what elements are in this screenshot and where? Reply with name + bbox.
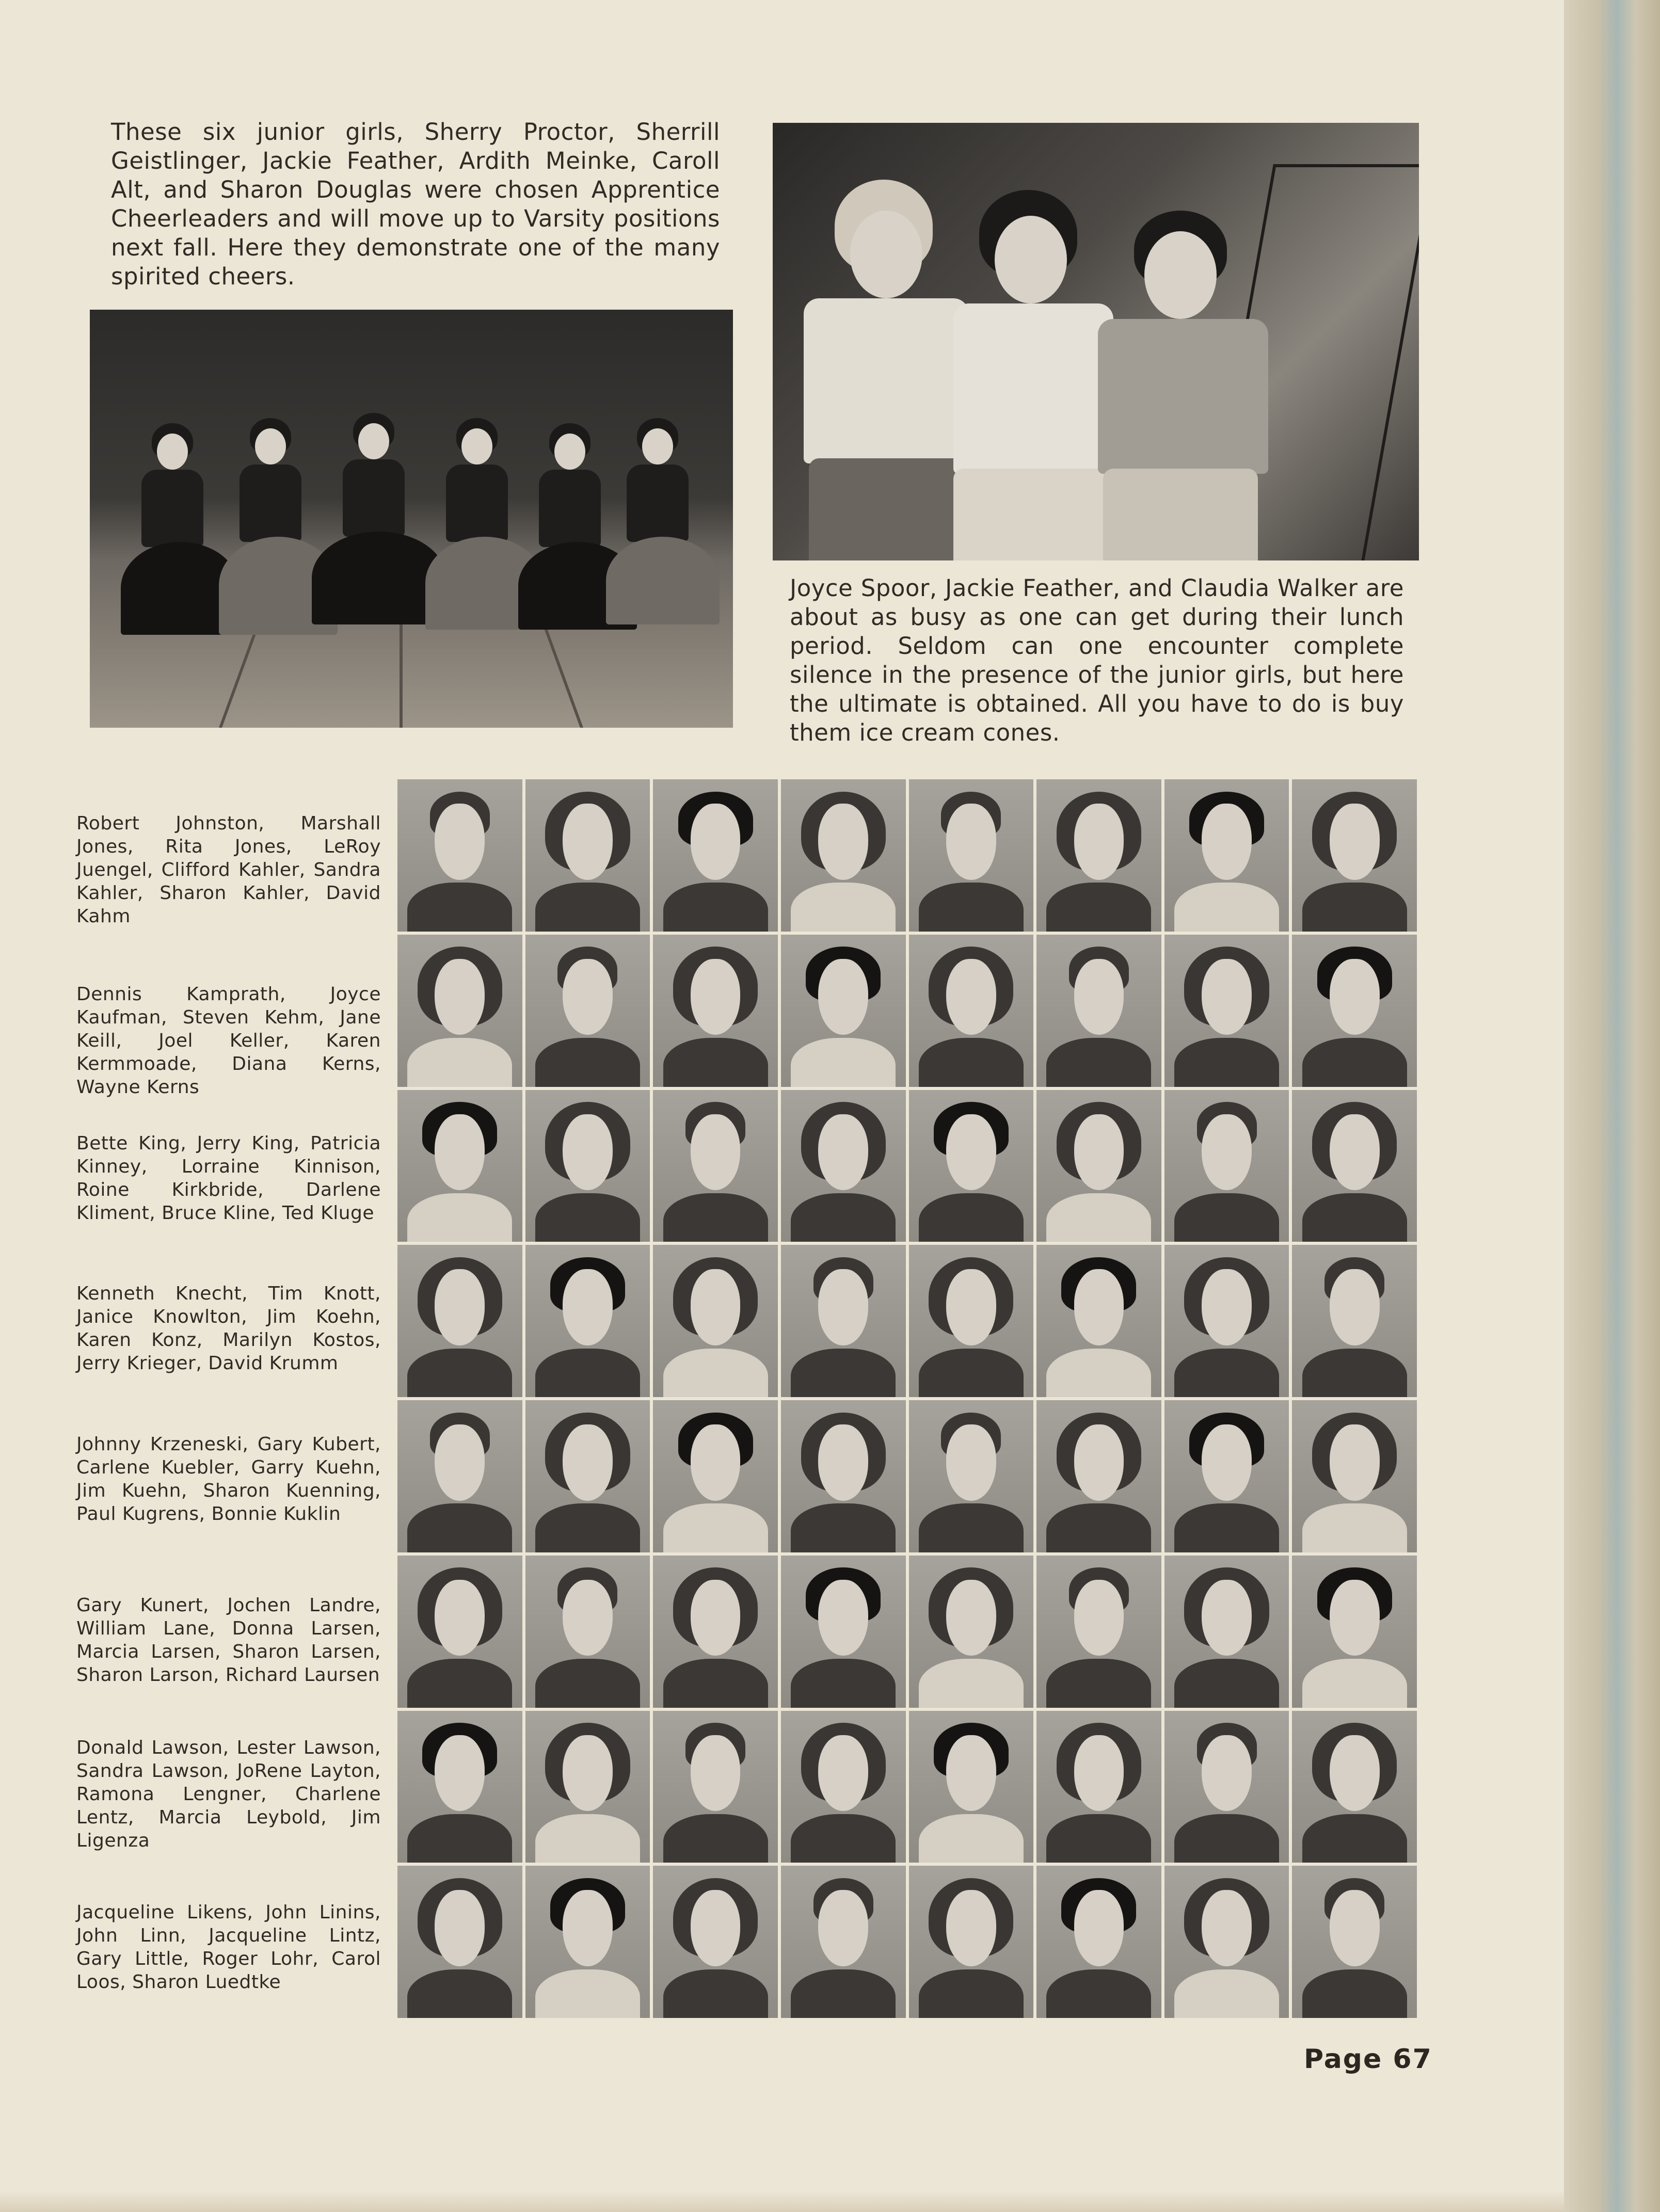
portrait-body xyxy=(1046,1503,1151,1552)
portrait-face xyxy=(818,1580,868,1656)
portrait-body xyxy=(791,1349,896,1397)
student-portrait xyxy=(909,1711,1034,1863)
student-portrait xyxy=(781,1711,906,1863)
portrait-face xyxy=(818,1424,868,1500)
portrait-face xyxy=(1330,1890,1380,1966)
student-portrait xyxy=(525,1400,650,1552)
lunch-caption: Joyce Spoor, Jackie Feather, and Claudia Walker are about as busy as one can get during their lunch period. Seldom can one encounter complete silence in the presence of the junior girls, but here the ultimate is obtained. All you have to do is buy them ice cream cones. xyxy=(790,574,1404,746)
portrait-face xyxy=(435,804,485,879)
portrait-body xyxy=(663,1349,768,1397)
cheerleaders-photo xyxy=(90,310,733,728)
student-portrait xyxy=(1036,1556,1161,1708)
portrait-body xyxy=(663,1503,768,1552)
portrait-face xyxy=(946,1735,996,1811)
portrait-face xyxy=(691,1735,741,1811)
student-portrait xyxy=(1292,779,1417,932)
portrait-body xyxy=(1174,1659,1279,1707)
portrait-face xyxy=(1202,804,1252,879)
portrait-face xyxy=(563,959,613,1035)
portrait-face xyxy=(818,1890,868,1966)
student-portrait xyxy=(1036,1090,1161,1242)
portrait-face xyxy=(1074,1890,1124,1966)
student-portrait xyxy=(909,779,1034,932)
portrait-body xyxy=(1046,883,1151,931)
student-portrait xyxy=(909,1866,1034,2018)
portrait-face xyxy=(563,804,613,879)
student-portrait xyxy=(1036,1866,1161,2018)
portrait-body xyxy=(1174,1814,1279,1863)
portrait-body xyxy=(791,1038,896,1086)
student-portrait xyxy=(1164,1400,1289,1552)
portrait-face xyxy=(563,1114,613,1190)
portrait-row-names: Donald Lawson, Lester Lawson, Sandra Lawson, JoRene Layton, Ramona Lengner, Charlene Lentz, Marcia Leybold, Jim Ligenza xyxy=(76,1737,381,1851)
portrait-face xyxy=(563,1890,613,1966)
student-portrait xyxy=(1292,935,1417,1087)
student-portrait xyxy=(525,1090,650,1242)
portrait-body xyxy=(663,1814,768,1863)
portrait-face xyxy=(691,1269,741,1345)
student-portrait xyxy=(1164,1711,1289,1863)
portrait-face xyxy=(946,1890,996,1966)
student-portrait xyxy=(909,1400,1034,1552)
student-portrait xyxy=(397,779,522,932)
student-portrait xyxy=(781,935,906,1087)
portrait-face xyxy=(563,1269,613,1345)
student-portrait xyxy=(1164,779,1289,932)
portrait-body xyxy=(1174,1503,1279,1552)
portrait-body xyxy=(1302,1193,1407,1242)
portrait-face xyxy=(1074,1580,1124,1656)
portrait-face xyxy=(435,1114,485,1190)
portrait-grid xyxy=(397,779,1417,2018)
student-portrait xyxy=(653,1866,778,2018)
portrait-face xyxy=(818,804,868,879)
portrait-body xyxy=(407,1503,512,1552)
student-portrait xyxy=(781,1866,906,2018)
portrait-body xyxy=(791,883,896,931)
student-portrait xyxy=(909,1556,1034,1708)
student-portrait xyxy=(1164,1556,1289,1708)
student-portrait xyxy=(525,779,650,932)
portrait-face xyxy=(1074,1735,1124,1811)
portrait-face xyxy=(1330,804,1380,879)
portrait-body xyxy=(791,1503,896,1552)
portrait-body xyxy=(919,1659,1024,1707)
lunch-photo xyxy=(773,123,1419,560)
portrait-body xyxy=(535,1038,640,1086)
portrait-face xyxy=(946,1424,996,1500)
student-portrait xyxy=(653,1090,778,1242)
student-portrait xyxy=(781,1400,906,1552)
portrait-body xyxy=(1302,883,1407,931)
student-portrait xyxy=(525,1245,650,1397)
portrait-face xyxy=(691,959,741,1035)
portrait-row-names: Bette King, Jerry King, Patricia Kinney, Lorraine Kinnison, Roine Kirkbride, Darlene Kliment, Bruce Kline, Ted Kluge xyxy=(76,1133,381,1224)
portrait-face xyxy=(1202,1269,1252,1345)
student-portrait xyxy=(1292,1245,1417,1397)
student-portrait xyxy=(397,935,522,1087)
portrait-body xyxy=(1174,1349,1279,1397)
portrait-face xyxy=(563,1735,613,1811)
portrait-row-names: Jacqueline Likens, John Linins, John Linn, Jacqueline Lintz, Gary Little, Roger Lohr, Carol Loos, Sharon Luedtke xyxy=(76,1902,381,1993)
student-portrait xyxy=(909,1090,1034,1242)
portrait-face xyxy=(1202,1424,1252,1500)
portrait-body xyxy=(407,1038,512,1086)
student-portrait xyxy=(653,779,778,932)
student-portrait xyxy=(653,1556,778,1708)
student-portrait xyxy=(653,935,778,1087)
student-portrait xyxy=(525,1556,650,1708)
portrait-face xyxy=(818,1269,868,1345)
portrait-face xyxy=(691,804,741,879)
portrait-body xyxy=(1046,1659,1151,1707)
student-portrait xyxy=(1292,1866,1417,2018)
portrait-face xyxy=(946,804,996,879)
portrait-face xyxy=(1202,1735,1252,1811)
student-portrait xyxy=(653,1400,778,1552)
portrait-body xyxy=(535,1503,640,1552)
portrait-face xyxy=(1330,1580,1380,1656)
student-portrait xyxy=(525,1711,650,1863)
portrait-face xyxy=(1330,959,1380,1035)
portrait-face xyxy=(946,1269,996,1345)
portrait-body xyxy=(1046,1349,1151,1397)
student-portrait xyxy=(1164,1090,1289,1242)
portrait-body xyxy=(1046,1038,1151,1086)
portrait-face xyxy=(1074,959,1124,1035)
student-portrait xyxy=(781,1090,906,1242)
portrait-face xyxy=(1074,1424,1124,1500)
portrait-body xyxy=(407,1969,512,2018)
cheerleaders-caption: These six junior girls, Sherry Proctor, Sherrill Geistlinger, Jackie Feather, Ardith Meinke, Caroll Alt, and Sharon Douglas were chosen Apprentice Cheerleaders and will move up to Varsity positions next fall. Here they demonstrate one of the many spirited cheers. xyxy=(111,118,720,290)
portrait-body xyxy=(663,883,768,931)
portrait-face xyxy=(1074,804,1124,879)
portrait-body xyxy=(919,1969,1024,2018)
portrait-body xyxy=(535,1193,640,1242)
portrait-body xyxy=(1046,1814,1151,1863)
student-portrait xyxy=(397,1400,522,1552)
student-portrait xyxy=(781,1245,906,1397)
portrait-row-names: Dennis Kamprath, Joyce Kaufman, Steven Kehm, Jane Keill, Joel Keller, Karen Kermmoade, Diana Kerns, Wayne Kerns xyxy=(76,984,381,1098)
portrait-body xyxy=(1302,1659,1407,1707)
portrait-face xyxy=(818,1114,868,1190)
portrait-face xyxy=(563,1424,613,1500)
student-portrait xyxy=(397,1556,522,1708)
student-portrait xyxy=(1036,1245,1161,1397)
portrait-face xyxy=(946,1114,996,1190)
student-portrait xyxy=(1292,1556,1417,1708)
student-portrait xyxy=(1036,1400,1161,1552)
portrait-face xyxy=(691,1114,741,1190)
portrait-row-names: Johnny Krzeneski, Gary Kubert, Carlene Kuebler, Garry Kuehn, Jim Kuehn, Sharon Kuenning, Paul Kugrens, Bonnie Kuklin xyxy=(76,1434,381,1525)
portrait-row-names: Kenneth Knecht, Tim Knott, Janice Knowlton, Jim Koehn, Karen Konz, Marilyn Kostos, Jerry Krieger, David Krumm xyxy=(76,1283,381,1374)
portrait-body xyxy=(535,1969,640,2018)
student-portrait xyxy=(1164,935,1289,1087)
portrait-body xyxy=(791,1814,896,1863)
student-portrait xyxy=(397,1090,522,1242)
student-portrait xyxy=(397,1245,522,1397)
portrait-body xyxy=(791,1969,896,2018)
portrait-row-names: Robert Johnston, Marshall Jones, Rita Jones, LeRoy Juengel, Clifford Kahler, Sandra Kahler, Sharon Kahler, David Kahm xyxy=(76,813,381,927)
portrait-face xyxy=(1202,1890,1252,1966)
portrait-face xyxy=(1074,1269,1124,1345)
portrait-body xyxy=(407,1349,512,1397)
portrait-body xyxy=(663,1969,768,2018)
student-portrait xyxy=(1036,1711,1161,1863)
portrait-face xyxy=(435,1424,485,1500)
portrait-body xyxy=(407,883,512,931)
portrait-body xyxy=(791,1193,896,1242)
student-portrait xyxy=(781,1556,906,1708)
portrait-face xyxy=(435,959,485,1035)
portrait-body xyxy=(535,1814,640,1863)
portrait-face xyxy=(946,959,996,1035)
student-portrait xyxy=(1164,1245,1289,1397)
portrait-face xyxy=(435,1580,485,1656)
portrait-body xyxy=(1302,1503,1407,1552)
portrait-body xyxy=(535,883,640,931)
student-portrait xyxy=(1036,779,1161,932)
portrait-body xyxy=(919,1503,1024,1552)
portrait-body xyxy=(535,1349,640,1397)
portrait-body xyxy=(919,1814,1024,1863)
student-portrait xyxy=(909,935,1034,1087)
portrait-body xyxy=(1302,1038,1407,1086)
portrait-body xyxy=(1174,883,1279,931)
portrait-face xyxy=(691,1890,741,1966)
portrait-body xyxy=(407,1659,512,1707)
portrait-body xyxy=(535,1659,640,1707)
student-portrait xyxy=(909,1245,1034,1397)
portrait-face xyxy=(946,1580,996,1656)
page-number: Page 67 xyxy=(1304,2044,1432,2075)
portrait-body xyxy=(1174,1193,1279,1242)
student-portrait xyxy=(525,935,650,1087)
portrait-body xyxy=(407,1814,512,1863)
portrait-face xyxy=(435,1890,485,1966)
portrait-body xyxy=(1046,1969,1151,2018)
portrait-face xyxy=(1330,1735,1380,1811)
portrait-face xyxy=(691,1424,741,1500)
portrait-face xyxy=(435,1269,485,1345)
portrait-face xyxy=(1330,1269,1380,1345)
portrait-body xyxy=(663,1038,768,1086)
student-portrait xyxy=(1164,1866,1289,2018)
student-portrait xyxy=(1292,1711,1417,1863)
portrait-body xyxy=(1174,1969,1279,2018)
student-portrait xyxy=(653,1245,778,1397)
portrait-body xyxy=(407,1193,512,1242)
portrait-body xyxy=(919,1193,1024,1242)
portrait-body xyxy=(1302,1969,1407,2018)
portrait-body xyxy=(1046,1193,1151,1242)
portrait-face xyxy=(1202,1114,1252,1190)
portrait-face xyxy=(691,1580,741,1656)
portrait-body xyxy=(791,1659,896,1707)
portrait-face xyxy=(818,959,868,1035)
portrait-body xyxy=(1302,1814,1407,1863)
portrait-face xyxy=(1202,959,1252,1035)
book-spine xyxy=(1564,0,1660,2212)
portrait-face xyxy=(818,1735,868,1811)
student-portrait xyxy=(1292,1090,1417,1242)
portrait-body xyxy=(663,1659,768,1707)
portrait-face xyxy=(435,1735,485,1811)
portrait-body xyxy=(1302,1349,1407,1397)
student-portrait xyxy=(781,779,906,932)
portrait-body xyxy=(663,1193,768,1242)
portrait-body xyxy=(919,1349,1024,1397)
portrait-body xyxy=(919,1038,1024,1086)
portrait-face xyxy=(1330,1424,1380,1500)
student-portrait xyxy=(525,1866,650,2018)
portrait-face xyxy=(1074,1114,1124,1190)
student-portrait xyxy=(653,1711,778,1863)
portrait-face xyxy=(1202,1580,1252,1656)
student-portrait xyxy=(1036,935,1161,1087)
portrait-body xyxy=(919,883,1024,931)
student-portrait xyxy=(1292,1400,1417,1552)
student-portrait xyxy=(397,1711,522,1863)
portrait-row-names: Gary Kunert, Jochen Landre, William Lane, Donna Larsen, Marcia Larsen, Sharon Larsen, Sharon Larson, Richard Laursen xyxy=(76,1595,381,1686)
portrait-face xyxy=(563,1580,613,1656)
student-portrait xyxy=(397,1866,522,2018)
portrait-face xyxy=(1330,1114,1380,1190)
portrait-body xyxy=(1174,1038,1279,1086)
